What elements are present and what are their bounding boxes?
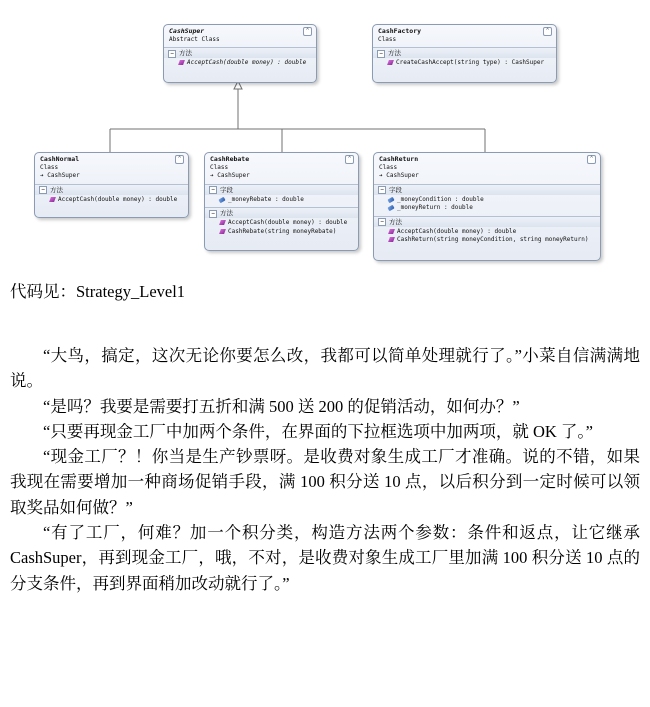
parent-class: ➔ CashSuper [379, 172, 419, 179]
compartment-toggle-icon[interactable]: − [209, 186, 217, 194]
member-method: AcceptCash(double money) : double [205, 219, 358, 228]
collapse-toggle-icon[interactable]: ⌃ [587, 155, 596, 164]
member-method: CashRebate(string moneyRebate) [205, 228, 358, 237]
code-reference: 代码见：Strategy_Level1 [10, 282, 186, 301]
class-stereotype: Abstract Class [169, 35, 220, 43]
compartment-title: 方法 [389, 217, 402, 226]
compartment-toggle-icon[interactable]: − [168, 50, 176, 58]
collapse-toggle-icon[interactable]: ⌃ [303, 27, 312, 36]
class-name: CashRebate [210, 155, 250, 163]
member-field: _moneyRebate : double [205, 196, 358, 205]
paragraph: “是吗？我要是需要打五折和满 500 送 200 的促销活动，如何办？” [43, 397, 520, 416]
collapse-toggle-icon[interactable]: ⌃ [175, 155, 184, 164]
compartment-title: 方法 [220, 209, 233, 217]
member-method: CashReturn(string moneyCondition, string moneyReturn) [374, 236, 600, 245]
compartment-title: 字段 [220, 185, 233, 194]
compartment-toggle-icon[interactable]: − [378, 186, 386, 194]
inherits-arrow-icon: ➔ [379, 172, 383, 179]
compartment-title: 方法 [388, 49, 401, 57]
class-stereotype: Class [40, 163, 59, 171]
compartment-toggle-icon[interactable]: − [377, 50, 385, 58]
member-method: AcceptCash(double money) : double [35, 196, 188, 205]
collapse-toggle-icon[interactable]: ⌃ [345, 155, 354, 164]
compartment-title: 方法 [50, 185, 63, 194]
member-method: CreateCashAccept(string type) : CashSuper [373, 59, 556, 68]
parent-class: ➔ CashSuper [40, 172, 80, 179]
paragraph: “大鸟，搞定，这次无论你要怎么改，我都可以简单处理就行了。”小菜自信满满地说。 [10, 346, 640, 391]
class-name: CashSuper [169, 27, 205, 35]
paragraph: “有了工厂，何难？加一个积分类，构造方法两个参数：条件和返点，让它继承 CashSuper，再到现金工厂，哦，不对，是收费对象生成工厂里加满 100 积分送 10 点的分支条件，再到界面稍加改动就行了。” [10, 523, 640, 593]
inherits-arrow-icon: ➔ [40, 172, 44, 179]
member-field: _moneyCondition : double [374, 196, 600, 205]
compartment-title: 方法 [179, 49, 192, 57]
class-name: CashFactory [378, 27, 422, 35]
compartment-toggle-icon[interactable]: − [209, 210, 217, 218]
class-name: CashReturn [379, 155, 419, 163]
class-stereotype: Class [379, 163, 398, 171]
member-method: AcceptCash(double money) : double [164, 59, 316, 68]
class-stereotype: Class [210, 163, 229, 171]
class-name: CashNormal [40, 155, 80, 163]
member-field: _moneyReturn : double [374, 204, 600, 213]
inherits-arrow-icon: ➔ [210, 172, 214, 179]
parent-class: ➔ CashSuper [210, 172, 250, 179]
compartment-toggle-icon[interactable]: − [378, 218, 386, 226]
paragraph: “现金工厂？！你当是生产钞票呀。是收费对象生成工厂才准确。说的不错，如果我现在需要增加一种商场促销手段，满 100 积分送 10 点，以后积分到一定时候可以领取奖品如何做？” [10, 447, 640, 517]
paragraph: “只要再现金工厂中加两个条件，在界面的下拉框选项中加两项，就 OK 了。” [43, 422, 593, 441]
collapse-toggle-icon[interactable]: ⌃ [543, 27, 552, 36]
class-stereotype: Class [378, 35, 397, 43]
compartment-title: 字段 [389, 185, 402, 194]
compartment-toggle-icon[interactable]: − [39, 186, 47, 194]
member-method: AcceptCash(double money) : double [374, 228, 600, 237]
